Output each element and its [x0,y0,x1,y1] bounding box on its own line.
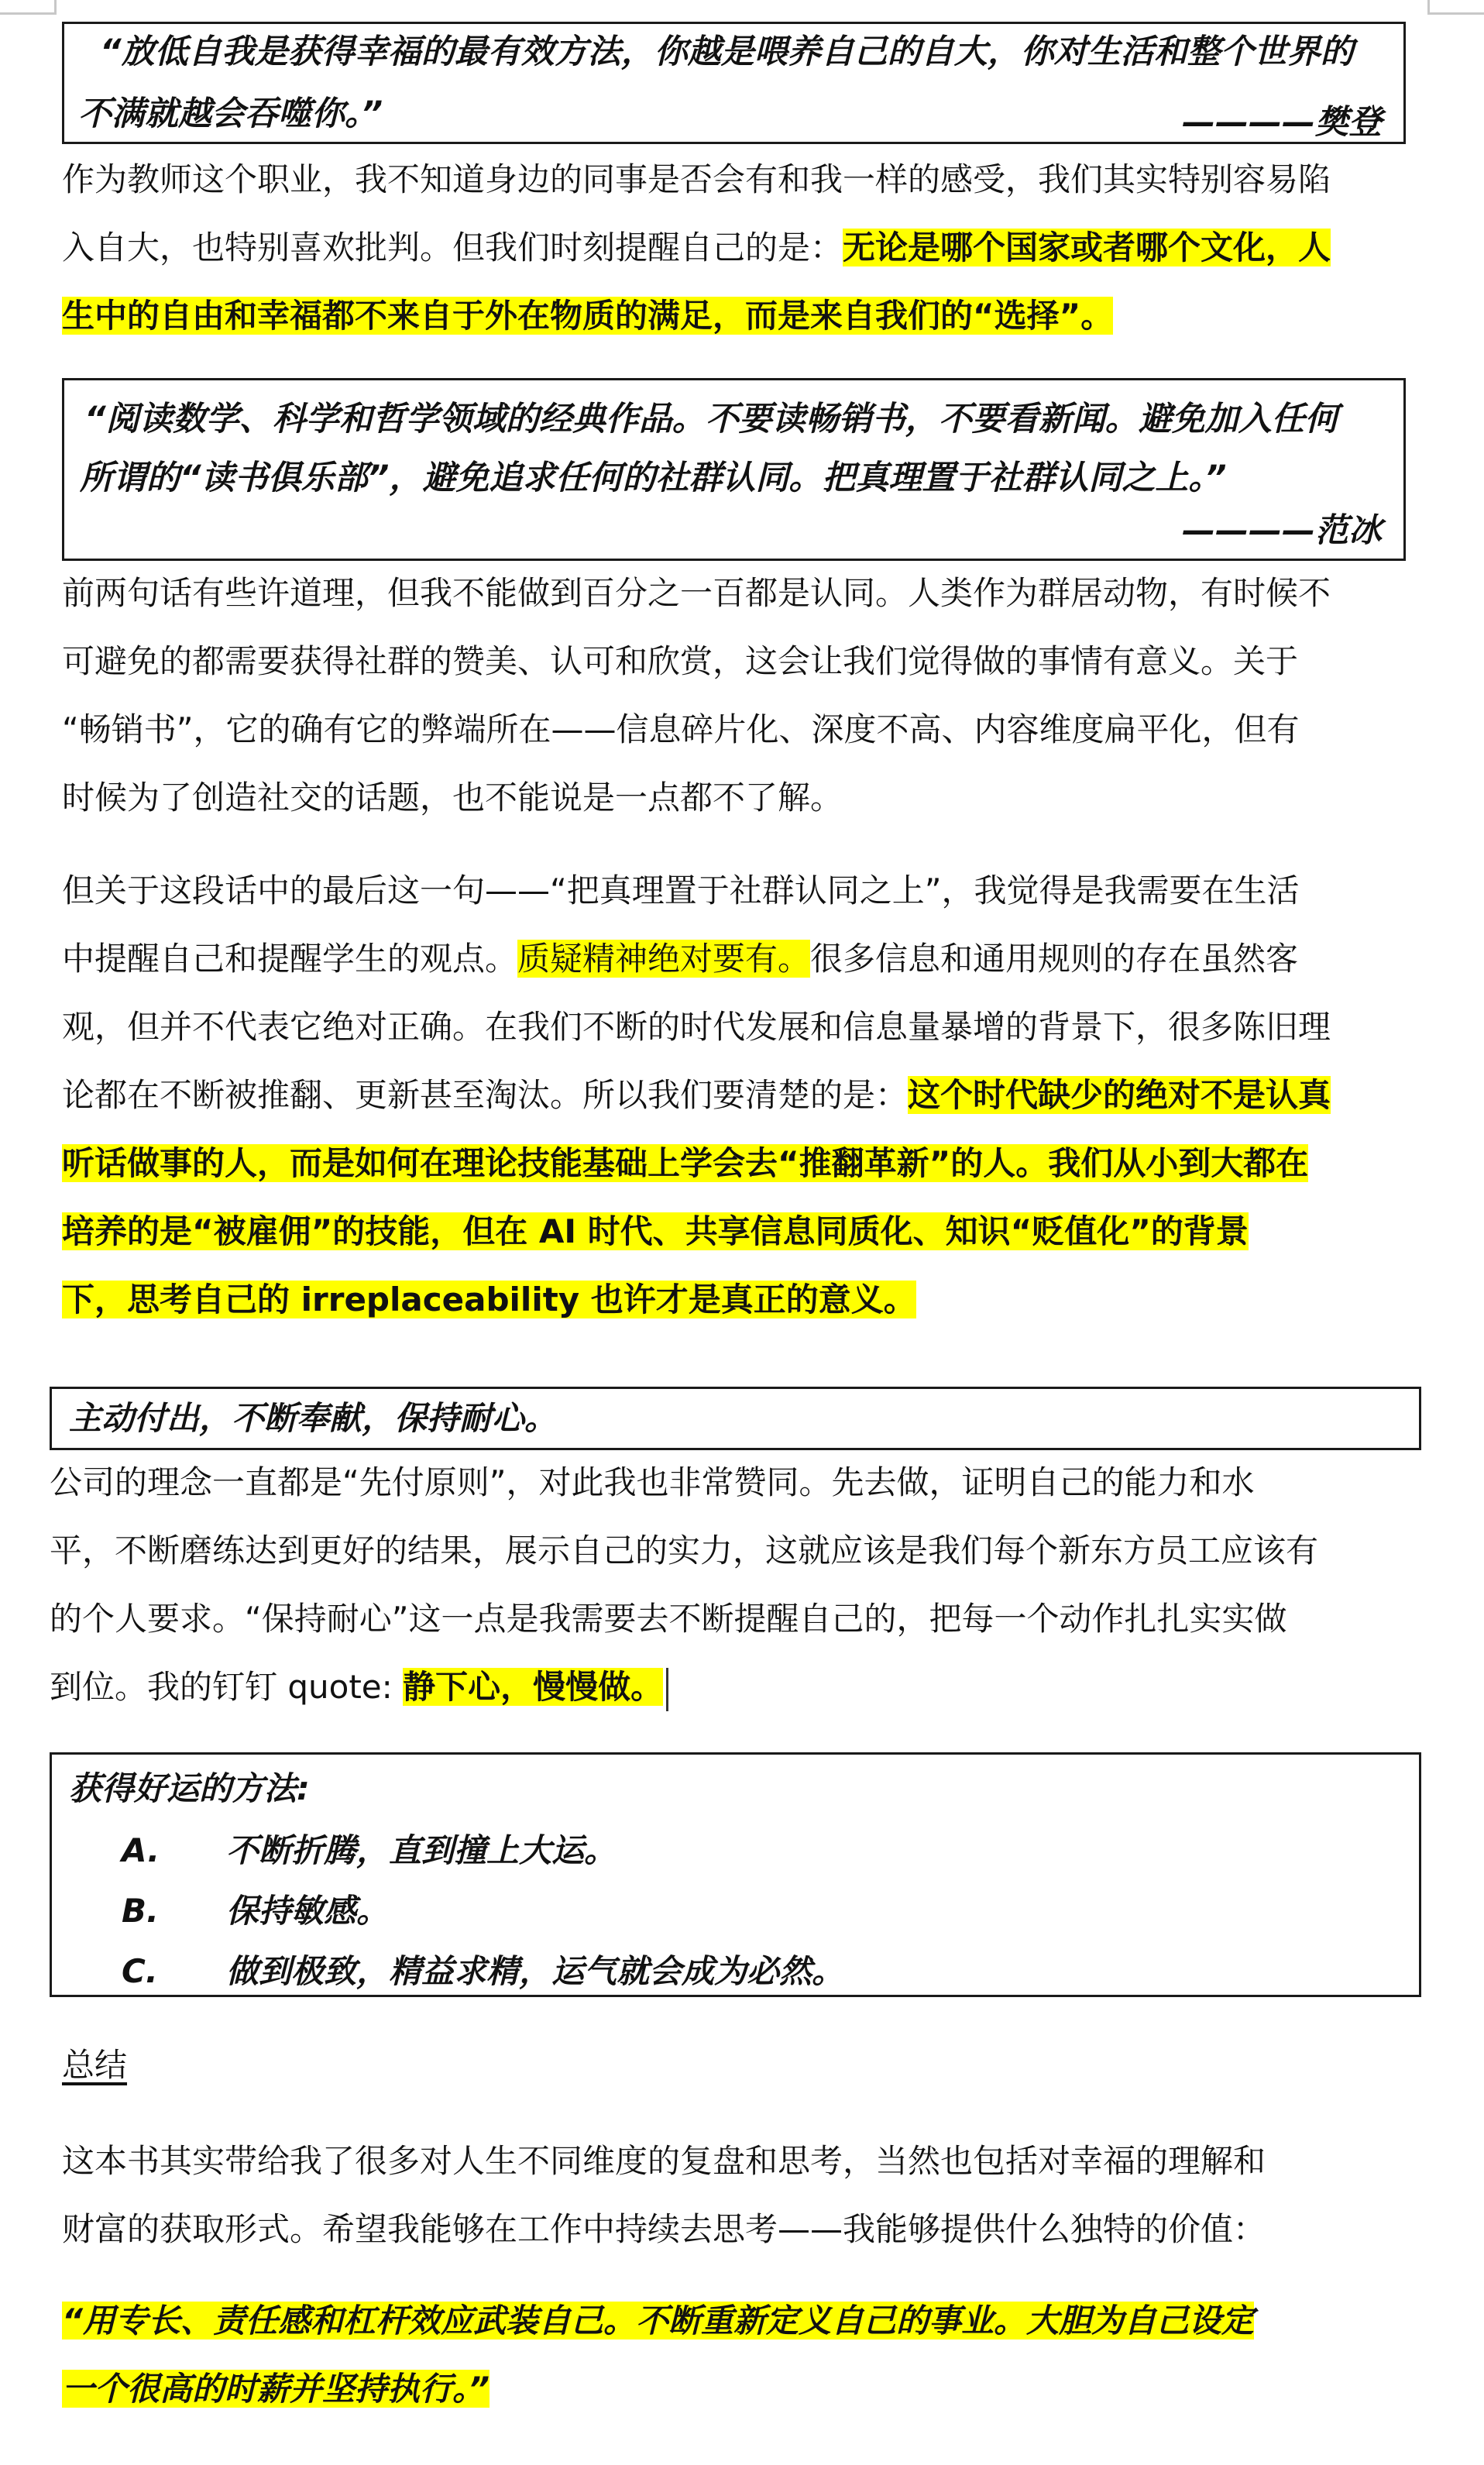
highlighted-text: 无论是哪个国家或者哪个文化，人 [843,229,1331,266]
list-item [122,1888,389,1934]
box-heading: 主动付出，不断奉献，保持耐心。 [69,1399,558,1437]
paragraph-company [50,1449,1421,1721]
highlighted-quote: “用专长、责任感和杠杆效应武装自己。不断重新定义自己的事业。大胆为自己设定 [62,2302,1255,2340]
text-line: 作为教师这个职业，我不知道身边的同事是否会有和我一样的感受，我们其实特别容易陷 [62,160,1331,198]
highlighted-quote: 一个很高的时薪并坚持执行。” [62,2370,490,2408]
quote-line: “放低自我是获得幸福的最有效方法，你越是喂养自己的自大，你对生活和整个世界的 [100,33,1354,71]
highlighted-text: 听话做事的人，而是如何在理论技能基础上学会去“推翻革新”的人。我们从小到大都在 [62,1144,1309,1182]
text-line: 可避免的都需要获得社群的赞美、认可和欣赏，这会让我们觉得做的事情有意义。关于 [62,642,1299,680]
text-line [50,1653,1421,1721]
quote-line: 不满就越会吞噬你。” [78,95,383,133]
quote-author: ————范冰 [1182,511,1382,550]
summary-quote [62,2287,1414,2423]
heading-box-proactive [50,1387,1421,1450]
text-line: 观，但并不代表它绝对正确。在我们不断的时代发展和信息量暴增的背景下，很多陈旧理 [62,1008,1331,1046]
list-item-text: 保持敏感。 [226,1892,390,1930]
list-marker: C. [122,1952,158,1990]
page-corner-mark-right [1427,0,1484,15]
text-line [62,214,1414,282]
text-line [62,282,1414,350]
summary-heading: 总结 [62,2046,128,2084]
paragraph-truth [62,857,1414,1334]
paragraph-teacher [62,146,1414,350]
quote-box-fandeng [62,22,1406,144]
paragraph-summary [62,2127,1414,2264]
text-run: 入自大，也特别喜欢批判。但我们时刻提醒自己的是： [62,229,843,266]
text-line [62,2355,1414,2423]
text-line: 公司的理念一直都是“先付原则”，对此我也非常赞同。先去做，证明自己的能力和水 [50,1463,1255,1501]
list-item-text: 不断折腾，直到撞上大运。 [226,1831,617,1869]
list-item [122,1827,617,1874]
text-line: 的个人要求。“保持耐心”这一点是我需要去不断提醒自己的，把每一个动作扎扎实实做 [50,1600,1287,1638]
list-marker: B. [122,1892,159,1930]
text-line [62,2287,1414,2355]
quote-box-fanbing [62,378,1406,561]
page-corner-mark-left [0,0,57,15]
text-line [62,1061,1414,1129]
text-cursor [666,1668,668,1711]
list-item [122,1948,844,1995]
quote-line: “阅读数学、科学和哲学领域的经典作品。不要读畅销书，不要看新闻。避免加入任何 [84,400,1338,438]
list-marker: A. [122,1831,160,1869]
list-item-text: 做到极致，精益求精，运气就会成为必然。 [226,1952,845,1990]
highlighted-text: 这个时代缺少的绝对不是认真 [908,1076,1331,1114]
text-line [62,1198,1414,1266]
text-line [62,1129,1414,1198]
text-line: 前两句话有些许道理，但我不能做到百分之一百都是认同。人类作为群居动物，有时候不 [62,574,1331,612]
text-line: 平，不断磨练达到更好的结果，展示自己的实力，这就应该是我们每个新东方员工应该有 [50,1532,1319,1569]
text-line [62,925,1414,993]
text-line: 时候为了创造社交的话题，也不能说是一点都不了解。 [62,779,843,817]
highlighted-text: 静下心，慢慢做。 [403,1668,664,1706]
text-line: “畅销书”，它的确有它的弊端所在——信息碎片化、深度不高、内容维度扁平化，但有 [62,710,1300,748]
highlighted-text: 下，思考自己的 irreplaceability 也许才是真正的意义。 [62,1281,916,1318]
text-run: 论都在不断被推翻、更新甚至淘汰。所以我们要清楚的是： [62,1076,909,1114]
text-run: 中提醒自己和提醒学生的观点。 [62,940,518,978]
text-run: 到位。我的钉钉 quote: [50,1668,404,1706]
text-line: 这本书其实带给我了很多对人生不同维度的复盘和思考，当然也包括对幸福的理解和 [62,2142,1266,2180]
section-summary [62,2031,1414,2099]
highlighted-text: 培养的是“被雇佣”的技能，但在 AI 时代、共享信息同质化、知识“贬值化”的背景 [62,1212,1249,1250]
highlighted-text: 生中的自由和幸福都不来自于外在物质的满足，而是来自我们的“选择”。 [62,297,1114,335]
list-box-good-luck [50,1752,1421,1997]
text-line: 财富的获取形式。希望我能够在工作中持续去思考——我能够提供什么独特的价值： [62,2210,1266,2248]
text-line [62,1266,1414,1334]
quote-author: ————樊登 [1182,103,1382,142]
highlighted-text: 质疑精神绝对要有。 [517,940,811,978]
quote-line: 所谓的“读书俱乐部”，避免追求任何的社群认同。把真理置于社群认同之上。” [80,459,1227,497]
box-heading: 获得好运的方法: [69,1769,310,1807]
text-line: 但关于这段话中的最后这一句——“把真理置于社群认同之上”，我觉得是我需要在生活 [62,872,1300,909]
text-run: 很多信息和通用规则的存在虽然客 [810,940,1299,978]
paragraph-bestsellers [62,559,1414,832]
